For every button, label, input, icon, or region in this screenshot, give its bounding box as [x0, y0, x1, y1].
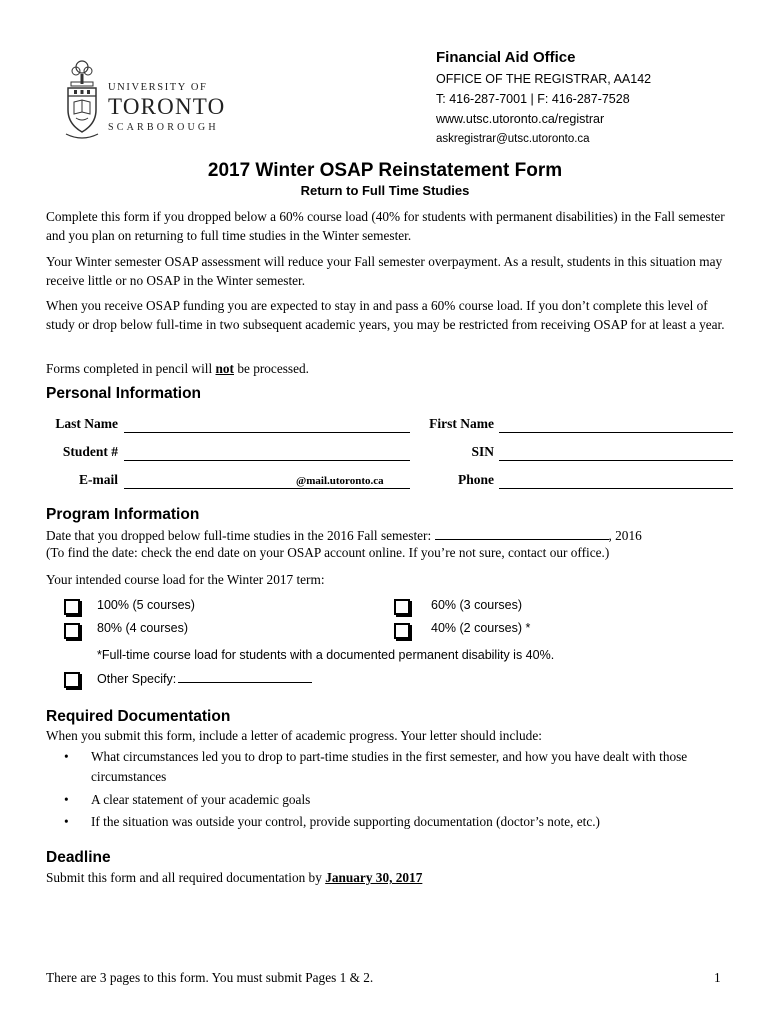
disability-course-load-note: *Full-time course load for students with a documented permanent disability is 40%.	[97, 648, 555, 662]
documentation-item: A clear statement of your academic goals	[91, 792, 311, 807]
intro-paragraph-2: Your Winter semester OSAP assessment will reduce your Fall semester overpayment. As a result, students in this situation may receive little or no OSAP in the Winter semester.	[46, 254, 723, 288]
checkbox-40-percent[interactable]	[394, 623, 410, 639]
option-60-percent-label: 60% (3 courses)	[431, 598, 523, 612]
required-documentation-heading: Required Documentation	[46, 708, 231, 725]
coat-of-arms-icon	[62, 58, 102, 142]
email-domain-suffix: @mail.utoronto.ca	[296, 475, 384, 487]
phone-field[interactable]	[499, 472, 733, 489]
form-subtitle: Return to Full Time Studies	[300, 183, 470, 198]
option-40-percent-label: 40% (2 courses) *	[431, 621, 531, 635]
option-other-label: Other Specify:	[97, 672, 177, 686]
drop-date-year: , 2016	[608, 528, 642, 543]
pencil-note-emphasis: not	[215, 361, 234, 376]
other-specify-field[interactable]	[178, 670, 312, 683]
last-name-field[interactable]	[124, 416, 410, 433]
drop-date-prompt: Date that you dropped below full-time studies in the 2016 Fall semester:	[46, 528, 435, 543]
deadline-prompt: Submit this form and all required documentation by	[46, 870, 326, 885]
form-title: 2017 Winter OSAP Reinstatement Form	[207, 160, 563, 181]
office-address: OFFICE OF THE REGISTRAR, AA142	[436, 72, 652, 86]
student-number-label: Student #	[62, 444, 118, 459]
intro-paragraph-4	[46, 360, 736, 379]
program-info-heading: Program Information	[46, 506, 200, 523]
office-phone-fax: T: 416-287-7001 | F: 416-287-7528	[436, 92, 630, 106]
sin-label: SIN	[471, 444, 494, 459]
pencil-note-post: be processed.	[234, 361, 309, 376]
last-name-label: Last Name	[55, 416, 118, 431]
option-80-percent-label: 80% (4 courses)	[97, 621, 189, 635]
documentation-item: What circumstances led you to drop to part-time studies in the first semester, and how you have dealt with those circumstances	[91, 749, 688, 784]
drop-date-line	[46, 527, 642, 544]
logo-university-of: UNIVERSITY OF	[108, 82, 208, 93]
deadline-heading: Deadline	[46, 849, 111, 866]
drop-date-hint: (To find the date: check the end date on your OSAP account online. If you’re not sure, contact our office.)	[46, 545, 610, 560]
bullet-icon: •	[64, 814, 69, 829]
office-title: Financial Aid Office	[436, 49, 576, 66]
student-number-field[interactable]	[124, 444, 410, 461]
option-100-percent-label: 100% (5 courses)	[97, 598, 195, 612]
bullet-icon: •	[64, 792, 69, 807]
documentation-intro: When you submit this form, include a letter of academic progress. Your letter should include:	[46, 728, 542, 743]
documentation-item: If the situation was outside your control, provide supporting documentation (doctor’s note, etc.)	[91, 814, 600, 829]
checkbox-100-percent[interactable]	[64, 599, 80, 615]
page-number: 1	[714, 970, 721, 985]
university-logo	[62, 58, 242, 142]
drop-date-field[interactable]	[435, 527, 609, 540]
office-website[interactable]: www.utsc.utoronto.ca/registrar	[436, 112, 605, 126]
intro-paragraph-3: When you receive OSAP funding you are expected to stay in and pass a 60% course load. If you don’t complete this level of study or drop below full-time in two subsequent academic years, you may be restricted from receiving OSAP for at least a year.	[46, 298, 725, 332]
email-label: E-mail	[79, 472, 118, 487]
deadline-text	[46, 870, 422, 886]
office-email[interactable]: askregistrar@utsc.utoronto.ca	[436, 133, 590, 145]
pencil-note-pre: Forms completed in pencil will	[46, 361, 216, 376]
office-contact	[436, 47, 651, 149]
checkbox-80-percent[interactable]	[64, 623, 80, 639]
course-load-question: Your intended course load for the Winter 2017 term:	[46, 572, 325, 587]
deadline-date: January 30, 2017	[325, 870, 423, 885]
first-name-label: First Name	[429, 416, 494, 431]
option-other	[97, 670, 312, 686]
bullet-icon: •	[64, 749, 69, 764]
logo-toronto: TORONTO	[108, 94, 226, 119]
first-name-field[interactable]	[499, 416, 733, 433]
checkbox-other[interactable]	[64, 672, 80, 688]
intro-paragraph-1: Complete this form if you dropped below a 60% course load (40% for students with permanent disabilities) in the Fall semester and you plan on returning to full time studies in the Winter semester.	[46, 209, 725, 243]
phone-label: Phone	[457, 472, 494, 487]
logo-scarborough: SCARBOROUGH	[108, 122, 219, 133]
sin-field[interactable]	[499, 444, 733, 461]
personal-info-heading: Personal Information	[46, 385, 202, 402]
footer-note: There are 3 pages to this form. You must submit Pages 1 & 2.	[46, 970, 374, 985]
checkbox-60-percent[interactable]	[394, 599, 410, 615]
